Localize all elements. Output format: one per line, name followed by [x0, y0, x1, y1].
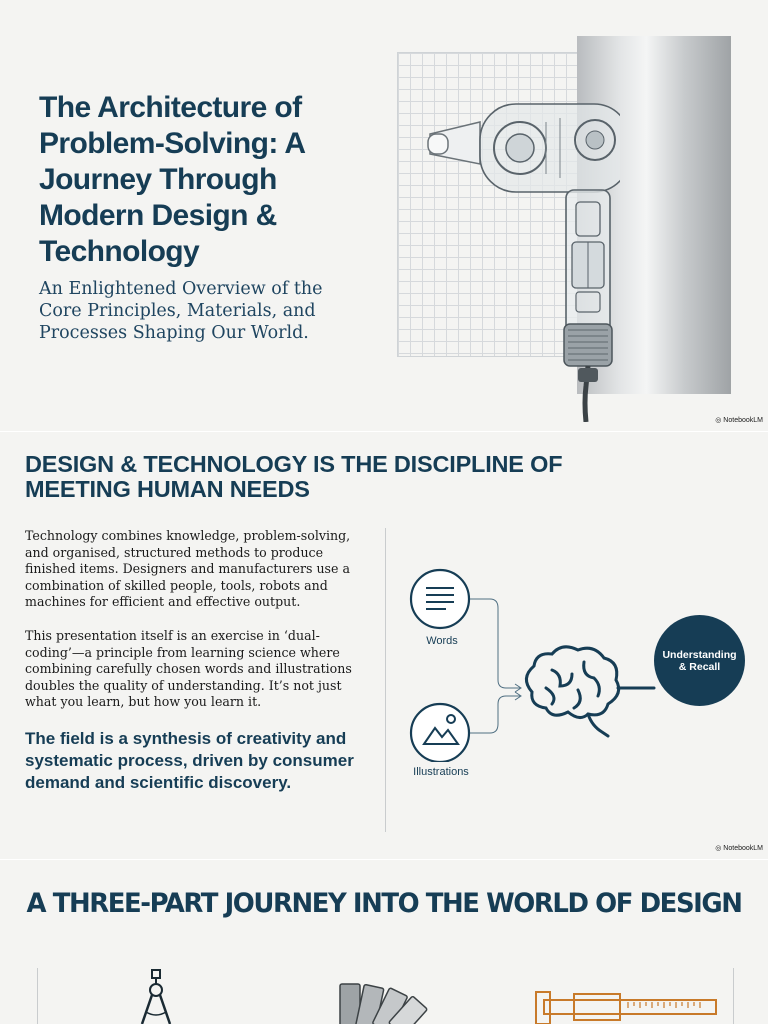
column-divider — [385, 528, 386, 832]
notebooklm-logo — [715, 844, 763, 852]
slide1-subtitle: An Enlightened Overview of the Core Principles, Materials, and Processes Shaping Our World. — [39, 279, 323, 343]
journey-slide — [0, 860, 768, 1024]
understanding-recall-label: Understanding & Recall — [662, 648, 737, 673]
words-label: Words — [426, 635, 458, 647]
logo-text: NotebookLM — [723, 844, 763, 852]
title-slide — [0, 0, 768, 432]
brain-icon — [526, 647, 654, 736]
dual-coding-diagram — [402, 562, 658, 762]
illustrations-label: Illustrations — [413, 766, 469, 778]
column-divider — [733, 968, 734, 1024]
emphasis-statement: The field is a synthesis of creativity and systematic process, driven by consumer demand and scientific discovery. — [25, 729, 354, 792]
discipline-slide — [0, 432, 768, 860]
notebooklm-icon: ◎ — [715, 417, 722, 424]
slide3-title: A THREE-PART JOURNEY INTO THE WORLD OF DESIGN — [26, 888, 742, 919]
technology-paragraph: Technology combines knowledge, problem-solving, and organised, structured methods to produce finished items. Designers and manufacturers use a combination of skilled people, tools, robots and machines for efficient and effective output. — [25, 528, 351, 609]
slide2-title: DESIGN & TECHNOLOGY IS THE DISCIPLINE OF MEETING HUMAN NEEDS — [25, 451, 563, 502]
logo-text: NotebookLM — [723, 416, 763, 424]
notebooklm-icon: ◎ — [715, 845, 722, 852]
slide1-title: The Architecture of Problem-Solving: A Journey Through Modern Design & Technology — [39, 91, 305, 268]
column-divider — [37, 968, 38, 1024]
hair-dryer-illustration — [420, 92, 620, 422]
compass-icon — [136, 968, 176, 1024]
material-swatches-icon — [338, 980, 428, 1024]
words-icon — [411, 570, 469, 628]
dual-coding-paragraph: This presentation itself is an exercise in ‘dual-coding’—a principle from learning science where combining carefully chosen words and illustrations doubles the quality of understanding. It’s not just what you learn, but how you learn it. — [25, 628, 352, 709]
notebooklm-logo — [715, 416, 763, 424]
understanding-recall-circle — [654, 615, 745, 706]
caliper-icon — [534, 988, 718, 1024]
illustrations-icon — [411, 704, 469, 762]
